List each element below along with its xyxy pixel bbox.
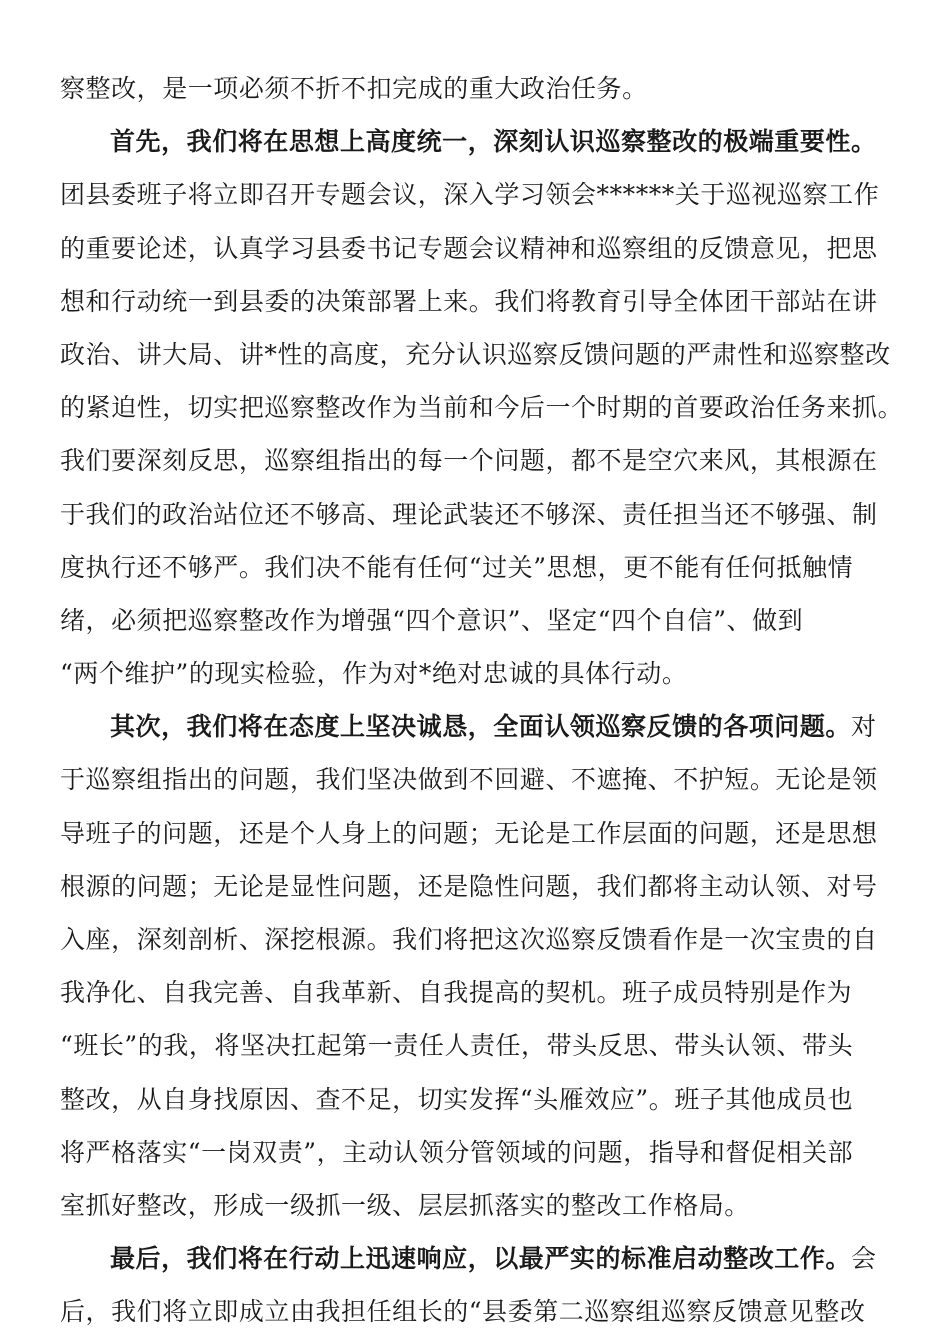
paragraph-line: 于我们的政治站位还不够高、理论武装还不够深、责任担当还不够强、制: [60, 499, 878, 529]
paragraph-line: 的重要论述，认真学习县委书记专题会议精神和巡察组的反馈意见，把思: [60, 233, 878, 263]
paragraph-line: 室抓好整改，形成一级抓一级、层层抓落实的整改工作格局。: [60, 1190, 750, 1220]
paragraph-line: 入座，深刻剖析、深挖根源。我们将把这次巡察反馈看作是一次宝贵的自: [60, 925, 878, 954]
paragraph-line: “两个维护”的现实检验，作为对*绝对忠诚的具体行动。: [60, 659, 688, 689]
paragraph-first: [60, 115, 904, 700]
paragraph-line: 我净化、自我完善、自我革新、自我提高的契机。班子成员特别是作为: [60, 978, 853, 1008]
paragraph-line: 整改，从自身找原因、查不足，切实发挥“头雁效应”。班子其他成员也: [60, 1084, 854, 1114]
paragraph-lead: 首先，我们将在思想上高度统一，深刻认识巡察整改的极端重要性。: [110, 127, 877, 157]
paragraph-lead-line: [60, 1232, 884, 1285]
paragraph-line: 察整改，是一项必须不折不扣完成的重大政治任务。: [60, 74, 648, 103]
paragraph-lead: 最后，我们将在行动上迅速响应，以最严实的标准启动整改工作。: [110, 1244, 851, 1274]
paragraph-line: 绪，必须把巡察整改作为增强“四个意识”、坚定“四个自信”、做到: [60, 605, 804, 635]
paragraph-lead-line: [60, 700, 884, 753]
paragraph-lead-tail: 会: [850, 1244, 877, 1274]
paragraph-lead-line: [60, 115, 884, 168]
paragraph-line: 度执行还不够严。我们决不能有任何“过关”思想，更不能有任何抵触情: [60, 552, 854, 582]
paragraph-line: 于巡察组指出的问题，我们坚决做到不回避、不遮掩、不护短。无论是领: [60, 765, 878, 795]
paragraph-line: 导班子的问题，还是个人身上的问题；无论是工作层面的问题，还是思想: [60, 818, 878, 848]
paragraph-line: 想和行动统一到县委的决策部署上来。我们将教育引导全体团干部站在讲: [60, 286, 878, 316]
paragraph-lead-tail: 对: [850, 712, 877, 742]
paragraph-third: [60, 1232, 884, 1338]
paragraph-line: 的紧迫性，切实把巡察整改作为当前和今后一个时期的首要政治任务来抓。: [60, 393, 904, 423]
paragraph-line: 根源的问题；无论是显性问题，还是隐性问题，我们都将主动认领、对号: [60, 871, 878, 901]
paragraph-second: [60, 700, 884, 1232]
paragraph-line: 政治、讲大局、讲*性的高度，充分认识巡察反馈问题的严肃性和巡察整改: [60, 339, 891, 369]
paragraph-lead: 其次，我们将在态度上坚决诚恳，全面认领巡察反馈的各项问题。: [110, 712, 851, 742]
paragraph-line: 将严格落实“一岗双责”，主动认领分管领域的问题，指导和督促相关部: [60, 1137, 854, 1167]
paragraph-line: 后，我们将立即成立由我担任组长的“县委第二巡察组巡察反馈意见整改: [60, 1297, 866, 1327]
paragraph-line: “班长”的我，将坚决扛起第一责任人责任，带头反思、带头认领、带头: [60, 1031, 854, 1061]
paragraph-line: 团县委班子将立即召开专题会议，深入学习领会******关于巡视巡察工作: [60, 180, 880, 210]
paragraph-line: 我们要深刻反思，巡察组指出的每一个问题，都不是空穴来风，其根源在: [60, 446, 878, 476]
